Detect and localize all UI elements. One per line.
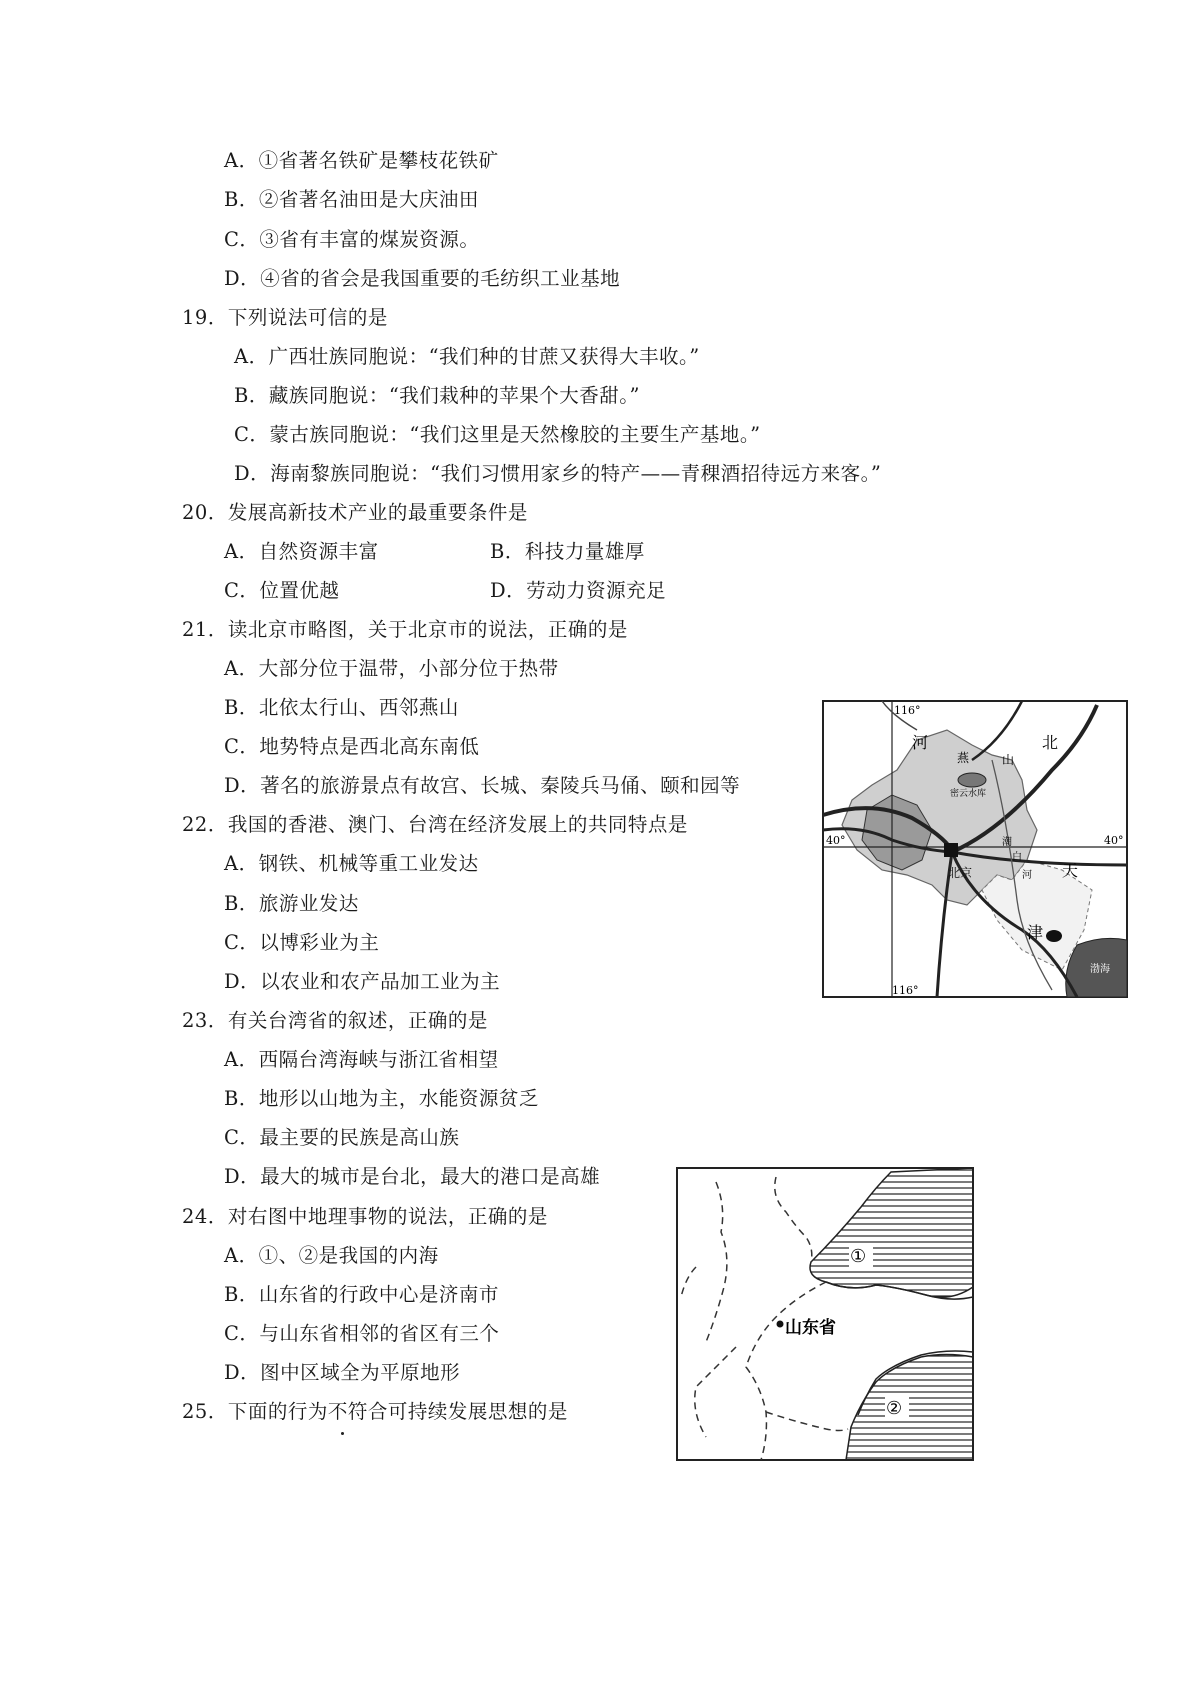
label-bai: 白: [1012, 852, 1022, 863]
q18-option-a: A．①省著名铁矿是攀枝花铁矿: [224, 149, 499, 172]
label-sea-2: ②: [886, 1398, 903, 1419]
label-yan: 燕: [957, 751, 970, 765]
q24-option-d: D．图中区域全为平原地形: [224, 1361, 461, 1384]
q21-option-d: D．著名的旅游景点有故宫、长城、秦陵兵马俑、颐和园等: [224, 774, 741, 797]
beijing-city-marker: [944, 843, 958, 857]
q20-option-c: C．位置优越: [224, 579, 340, 602]
q25-stem: 25．下面的行为不符合可持续发展思想的是: [182, 1400, 568, 1423]
q21-option-c: C．地势特点是西北高东南低: [224, 735, 480, 758]
jinan-dot: [777, 1321, 784, 1328]
shandong-map: [676, 1167, 974, 1461]
q22-option-c: C．以博彩业为主: [224, 931, 380, 954]
q20-stem: 20．发展高新技术产业的最重要条件是: [182, 501, 528, 524]
label-jin: 津: [1027, 923, 1044, 942]
q20-option-b: B．科技力量雄厚: [490, 540, 645, 563]
label-miyun: 密云水库: [950, 789, 987, 799]
q22-option-a: A．钢铁、机械等重工业发达: [224, 852, 479, 875]
q24-stem: 24．对右图中地理事物的说法，正确的是: [182, 1205, 548, 1228]
lon-bottom-label: 116°: [892, 984, 919, 997]
tianjin-city-marker: [1046, 930, 1062, 942]
emphasis-dot: [341, 1432, 344, 1435]
q23-option-d: D．最大的城市是台北，最大的港口是高雄: [224, 1165, 601, 1188]
label-beijing: 北京: [948, 866, 973, 880]
q18-option-d: D．④省的省会是我国重要的毛纺织工业基地: [224, 267, 621, 290]
q19-option-a: A．广西壮族同胞说：“我们种的甘蔗又获得大丰收。”: [234, 345, 700, 368]
q23-option-c: C．最主要的民族是高山族: [224, 1126, 460, 1149]
q19-stem: 19．下列说法可信的是: [182, 306, 388, 329]
label-shan: 山: [1002, 753, 1015, 767]
q22-stem: 22．我国的香港、澳门、台湾在经济发展上的共同特点是: [182, 813, 688, 836]
q18-option-b: B．②省著名油田是大庆油田: [224, 188, 479, 211]
label-tian: 天: [1062, 861, 1079, 880]
label-chao: 潮: [1002, 837, 1012, 848]
q19-option-d: D．海南黎族同胞说：“我们习惯用家乡的特产——青稞酒招待远方来客。”: [234, 462, 882, 485]
label-bohai: 渤海: [1090, 964, 1110, 975]
q23-stem: 23．有关台湾省的叙述，正确的是: [182, 1009, 488, 1032]
lon-top-label: 116°: [894, 704, 921, 717]
label-he2: 河: [1022, 870, 1032, 881]
label-sea-1: ①: [850, 1246, 867, 1267]
q23-option-a: A．西隔台湾海峡与浙江省相望: [224, 1048, 499, 1071]
q21-stem: 21．读北京市略图，关于北京市的说法，正确的是: [182, 618, 628, 641]
q21-option-a: A．大部分位于温带，小部分位于热带: [224, 657, 559, 680]
label-he: 河: [912, 733, 929, 752]
lat-right-label: 40°: [1104, 834, 1124, 847]
q22-option-b: B．旅游业发达: [224, 892, 359, 915]
beijing-map: [822, 700, 1128, 998]
q20-option-d: D．劳动力资源充足: [490, 579, 667, 602]
q24-option-b: B．山东省的行政中心是济南市: [224, 1283, 499, 1306]
q22-option-d: D．以农业和农产品加工业为主: [224, 970, 501, 993]
q19-option-b: B．藏族同胞说：“我们栽种的苹果个大香甜。”: [234, 384, 641, 407]
q20-option-a: A．自然资源丰富: [224, 540, 379, 563]
q24-option-c: C．与山东省相邻的省区有三个: [224, 1322, 500, 1345]
q18-option-c: C．③省有丰富的煤炭资源。: [224, 228, 480, 251]
q19-option-c: C．蒙古族同胞说：“我们这里是天然橡胶的主要生产基地。”: [234, 423, 761, 446]
lat-left-label: 40°: [826, 834, 846, 847]
label-shandong: 山东省: [785, 1318, 836, 1338]
q23-option-b: B．地形以山地为主，水能资源贫乏: [224, 1087, 539, 1110]
q24-option-a: A．①、②是我国的内海: [224, 1244, 439, 1267]
q21-option-b: B．北依太行山、西邻燕山: [224, 696, 459, 719]
label-bei: 北: [1042, 733, 1059, 752]
miyun-reservoir: [958, 773, 986, 787]
